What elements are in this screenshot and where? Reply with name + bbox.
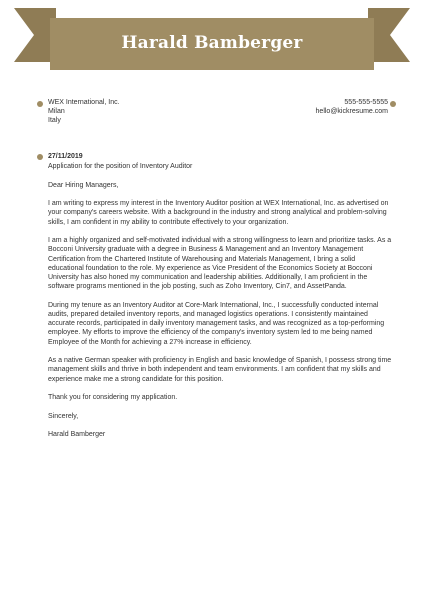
letter-paragraph: I am writing to express my interest in the Inventory Auditor position at WEX International, Inc. as advertised on your company's careers website. With a background in the industry and strong analytical and problem-solving skills, I am confident in my ability to contribute effectively to your organization.: [48, 200, 389, 226]
letter-closing: Sincerely,: [48, 412, 79, 420]
contact-phone: 555-555-5555: [344, 99, 388, 106]
sender-company: WEX International, Inc.: [48, 99, 120, 106]
letter-date: 27/11/2019: [48, 153, 83, 160]
header-banner: [0, 0, 424, 80]
letter-body: [48, 162, 392, 449]
sender-city: Milan: [48, 108, 65, 116]
letter-thanks: Thank you for considering my application.: [48, 394, 178, 402]
contact-info: [316, 98, 388, 116]
sender-address: [48, 98, 120, 126]
letter-paragraph: As a native German speaker with proficiency in English and basic knowledge of Spanish, I possess strong time management skills and thrive in both independent and team environments. I am confident that my skills and experience make me a strong candidate for this position.: [48, 357, 392, 383]
applicant-name: Harald Bamberger: [121, 33, 303, 53]
letter-salutation: Dear Hiring Managers,: [48, 181, 119, 189]
letter-signature: Harald Bamberger: [48, 431, 106, 439]
letter-paragraph: During my tenure as an Inventory Auditor at Core-Mark International, Inc., I successfully conducted internal audits, prepared detailed inventory reports, and managed logistics operations. I consistently maintained accurate records, participated in daily inventory management tasks, and was recognized as a top-performing employee. My efforts to improve the efficiency of the company's inventory system led to me being named Employee of the Month for achieving a 27% increase in efficiency.: [48, 301, 385, 346]
letter-paragraph: I am a highly organized and self-motivated individual with a strong willingness to learn and prioritize tasks. As a Bocconi University graduate with a degree in Business & Management and an Inventory Management Certification from the Chartered Institute of Warehousing and Materials Management, I bring a solid educational foundation to the role. My experience as Vice President of the Economics Society at Bocconi University has also honed my communication and leadership abilities. Additionally, I am proficient in the software programs mentioned in the job posting, such as Zoho Inventory, Cin7, and AssetPanda.: [48, 237, 392, 291]
contact-email: hello@kickresume.com: [315, 108, 388, 116]
date-bullet-icon: [37, 154, 43, 160]
sender-bullet-icon: [37, 101, 43, 107]
contact-bullet-icon: [390, 101, 396, 107]
letter-subject: Application for the position of Inventory Auditor: [48, 163, 193, 170]
sender-country: Italy: [48, 117, 61, 125]
